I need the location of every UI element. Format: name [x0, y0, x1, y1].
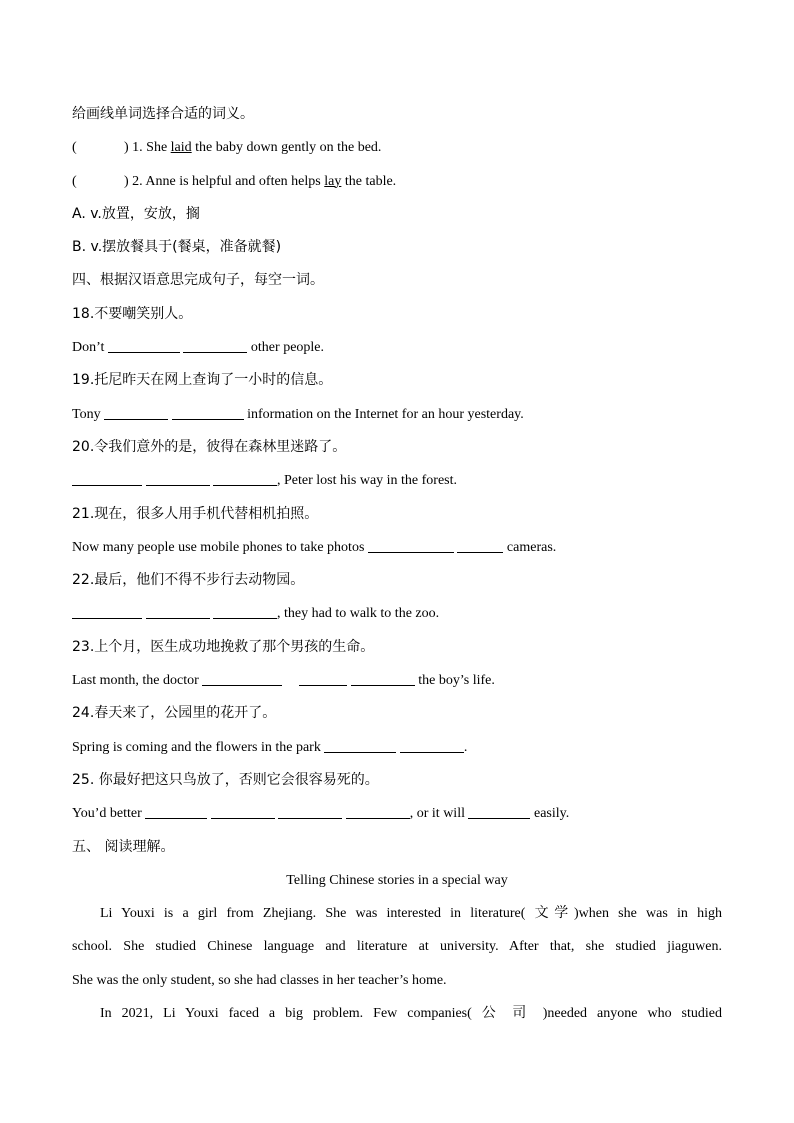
section-4-title: 四、根据汉语意思完成句子，每空一词。	[72, 272, 324, 289]
q24-chinese: 24.春天来了，公园里的花开了。	[72, 705, 277, 722]
vocab-instruction: 给画线单词选择合适的词义。	[72, 106, 254, 122]
q22-chinese: 22.最后，他们不得不步行去动物园。	[72, 572, 305, 589]
q23-tail: the boy’s life.	[418, 673, 495, 689]
option-b: B. v.摆放餐具于(餐桌，准备就餐)	[72, 239, 282, 256]
q24-blank-1[interactable]	[324, 738, 396, 753]
q19-blank-1[interactable]	[104, 405, 168, 420]
q25-chinese: 25. 你最好把这只鸟放了，否则它会很容易死的。	[72, 771, 379, 788]
q21-blank-1[interactable]	[368, 538, 454, 553]
passage-p1-line1: Li Youxi is a girl from Zhejiang. She was interested in literature( 文学)when she was in high	[100, 906, 722, 922]
q1-underlined-word: laid	[170, 140, 192, 156]
q18-blank-1[interactable]	[108, 338, 180, 353]
q18-blank-2[interactable]	[183, 338, 247, 353]
answer-bracket-2: (	[72, 173, 77, 189]
q22-tail: , they had to walk to the zoo.	[277, 606, 440, 622]
q25-blank-4[interactable]	[346, 804, 410, 819]
q19-lead: Tony	[72, 406, 101, 422]
q23-english	[72, 664, 722, 697]
q25-middle: , or it will	[409, 806, 465, 822]
q2-underlined-word: lay	[324, 173, 342, 189]
q25-lead: You’d better	[72, 806, 142, 822]
q25-english	[72, 797, 722, 830]
q19-chinese: 19.托尼昨天在网上查询了一小时的信息。	[72, 372, 333, 389]
vocab-question-2	[72, 165, 722, 198]
q23-blank-1[interactable]	[202, 671, 282, 686]
q24-lead: Spring is coming and the flowers in the park	[72, 739, 321, 755]
answer-bracket-1: (	[72, 140, 77, 156]
q2-rest: the table.	[341, 173, 397, 189]
q24-blank-2[interactable]	[400, 738, 464, 753]
q22-blank-3[interactable]	[213, 604, 277, 619]
option-a: A. v.放置，安放，搁	[72, 205, 200, 222]
q20-english	[72, 464, 722, 497]
q20-tail: , Peter lost his way in the forest.	[277, 473, 458, 489]
q19-english	[72, 398, 722, 431]
q18-english	[72, 331, 722, 364]
q22-blank-1[interactable]	[72, 604, 142, 619]
q25-blank-5[interactable]	[468, 804, 530, 819]
q25-blank-1[interactable]	[145, 804, 207, 819]
passage-p1-line2: school. She studied Chinese language and literature at university. After that, she studied jiaguwen.	[72, 939, 722, 955]
q23-blank-2[interactable]	[299, 671, 347, 686]
q19-tail: information on the Internet for an hour yesterday.	[247, 406, 524, 422]
q23-lead: Last month, the doctor	[72, 673, 199, 689]
q18-tail: other people.	[250, 340, 325, 356]
q25-tail: easily.	[533, 806, 570, 822]
q25-blank-3[interactable]	[278, 804, 342, 819]
q20-blank-2[interactable]	[146, 471, 210, 486]
passage-p1-line3: She was the only student, so she had classes in her teacher’s home.	[72, 972, 447, 988]
passage-p2-line1: In 2021, Li Youxi faced a big problem. Few companies( 公 司 )needed anyone who studied	[100, 1006, 722, 1022]
q21-lead: Now many people use mobile phones to take photos	[72, 539, 365, 555]
q19-blank-2[interactable]	[172, 405, 244, 420]
worksheet-page	[72, 98, 722, 1030]
q24-english	[72, 731, 722, 764]
q1-rest: the baby down gently on the bed.	[191, 140, 382, 156]
q21-tail: cameras.	[506, 539, 557, 555]
q21-blank-2[interactable]	[457, 538, 503, 553]
q18-chinese: 18.不要嘲笑别人。	[72, 305, 193, 322]
vocab-question-1	[72, 131, 722, 164]
q22-blank-2[interactable]	[146, 604, 210, 619]
q24-tail: .	[463, 739, 468, 755]
q21-english	[72, 531, 722, 564]
section-5-title: 五、 阅读理解。	[72, 838, 175, 855]
q20-chinese: 20.令我们意外的是，彼得在森林里迷路了。	[72, 438, 347, 455]
q20-blank-1[interactable]	[72, 471, 142, 486]
q21-chinese: 21.现在，很多人用手机代替相机拍照。	[72, 505, 319, 522]
q1-lead: ) 1. She	[124, 140, 171, 156]
q22-english	[72, 597, 722, 630]
q23-chinese: 23.上个月，医生成功地挽救了那个男孩的生命。	[72, 638, 375, 655]
q25-blank-2[interactable]	[211, 804, 275, 819]
q20-blank-3[interactable]	[213, 471, 277, 486]
q2-lead: ) 2. Anne is helpful and often helps	[124, 173, 325, 189]
q18-lead: Don’t	[72, 340, 105, 356]
passage-title: Telling Chinese stories in a special way	[286, 872, 508, 888]
q23-blank-3[interactable]	[351, 671, 415, 686]
